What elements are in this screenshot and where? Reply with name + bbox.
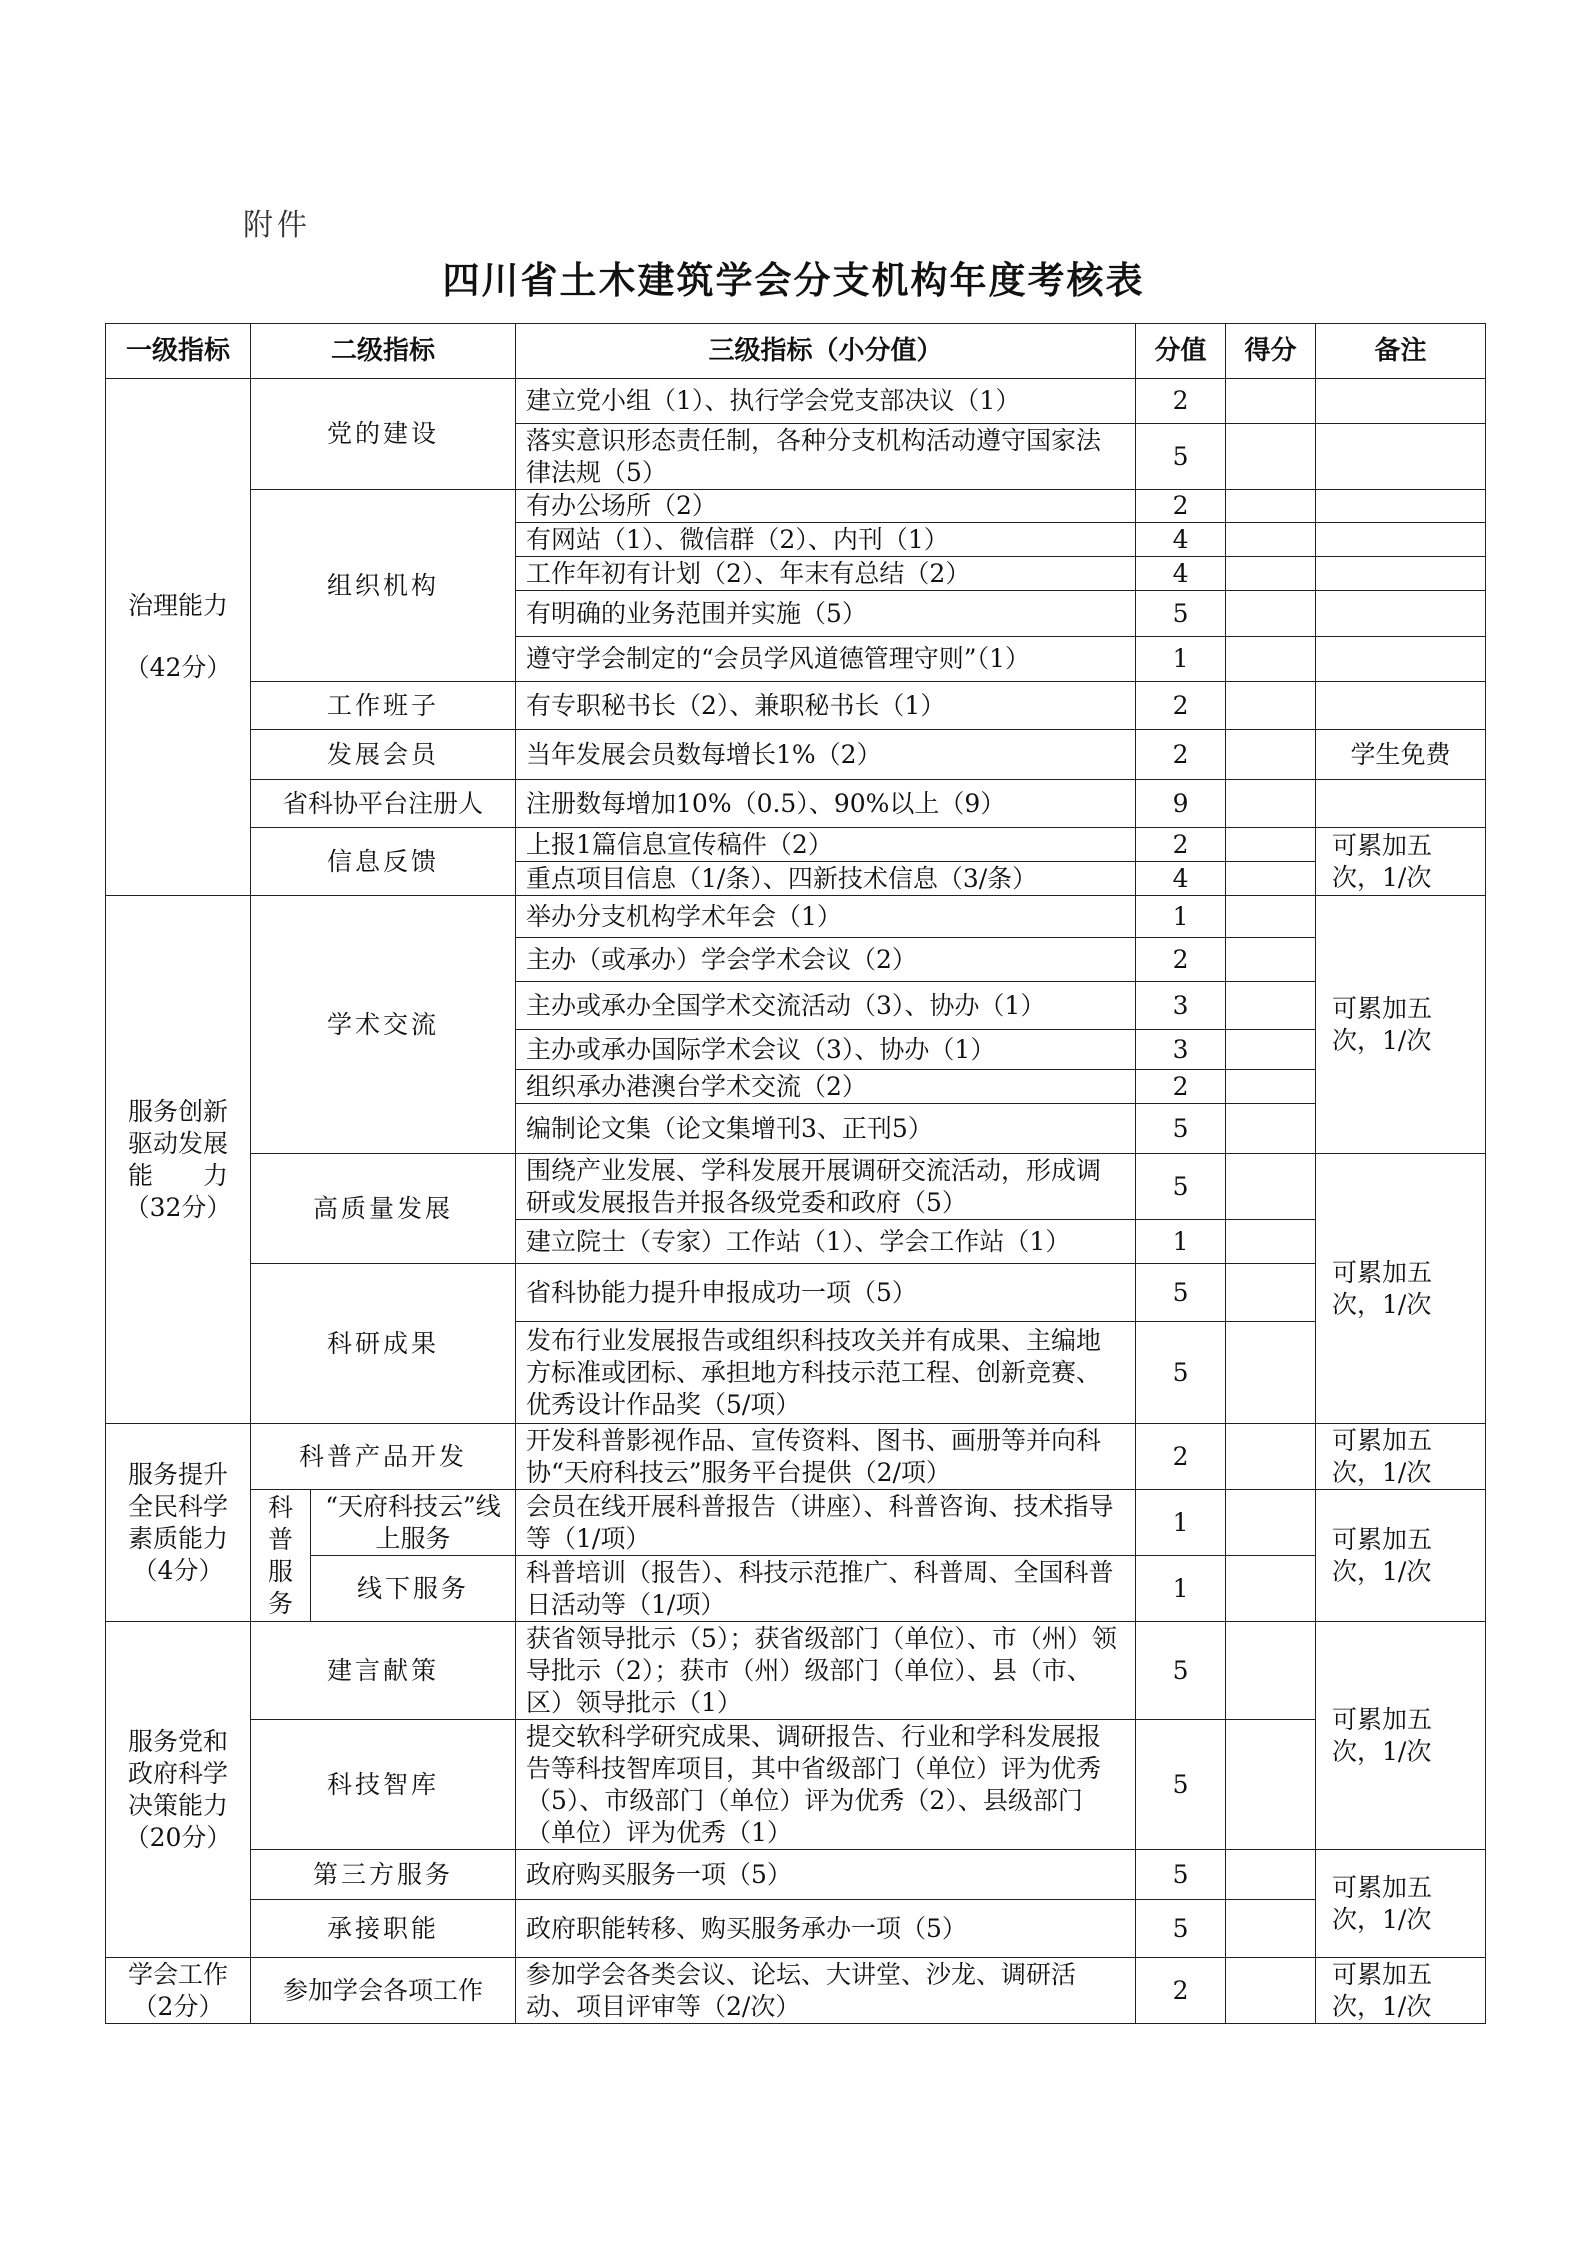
level1-governance (106, 379, 251, 896)
score-value: 5 (1136, 1720, 1226, 1850)
table-row (106, 1850, 1486, 1900)
level1-science: 服务提升全民科学素质能力（4分） (106, 1424, 251, 1622)
remark-cell: 学生免费 (1316, 730, 1486, 780)
remark-cell: 可累加五次，1/次 (1316, 1850, 1486, 1958)
table-row (106, 379, 1486, 424)
level2-participate: 参加学会各项工作 (251, 1958, 516, 2024)
col-header-remark: 备注 (1316, 324, 1486, 379)
table-row (106, 1154, 1486, 1220)
score-value: 5 (1136, 1850, 1226, 1900)
level2-team: 工作班子 (251, 682, 516, 730)
level3-text: 编制论文集（论文集增刊3、正刊5） (516, 1104, 1136, 1154)
remark-cell (1316, 523, 1486, 557)
level3-text: 有办公场所（2） (516, 490, 1136, 523)
score-value: 2 (1136, 730, 1226, 780)
level1-score: （42分） (124, 653, 232, 682)
table-row (106, 1622, 1486, 1720)
level1-policy: 服务党和政府科学决策能力（20分） (106, 1622, 251, 1958)
level2-third-party: 第三方服务 (251, 1850, 516, 1900)
score-value: 2 (1136, 938, 1226, 982)
level1-label: 治理能力 (127, 591, 228, 620)
score-value: 5 (1136, 1104, 1226, 1154)
level3-text: 遵守学会制定的“会员学风道德管理守则”（1） (516, 637, 1136, 682)
level3-text: 主办或承办国际学术会议（3）、协办（1） (516, 1030, 1136, 1070)
popsci-service-vertical-label: 科 普 服 务 (267, 1492, 293, 1618)
table-row (106, 730, 1486, 780)
earned-cell[interactable] (1226, 591, 1316, 637)
earned-cell[interactable] (1226, 1900, 1316, 1958)
earned-cell[interactable] (1226, 1154, 1316, 1220)
score-value: 9 (1136, 780, 1226, 828)
level2-platform: 省科协平台注册人 (251, 780, 516, 828)
score-value: 4 (1136, 862, 1226, 896)
table-row (106, 1958, 1486, 2024)
score-value: 5 (1136, 1154, 1226, 1220)
remark-cell (1316, 682, 1486, 730)
earned-cell[interactable] (1226, 1622, 1316, 1720)
level2-academic: 学术交流 (251, 896, 516, 1154)
earned-cell[interactable] (1226, 780, 1316, 828)
score-value: 5 (1136, 1264, 1226, 1322)
earned-cell[interactable] (1226, 637, 1316, 682)
remark-cell: 可累加五次，1/次 (1316, 1622, 1486, 1850)
score-value: 2 (1136, 1070, 1226, 1104)
level3-text: 当年发展会员数每增长1%（2） (516, 730, 1136, 780)
score-value: 1 (1136, 1220, 1226, 1264)
level3-text: 会员在线开展科普报告（讲座）、科普咨询、技术指导等（1/项） (516, 1490, 1136, 1556)
attachment-label: 附件 (243, 208, 311, 243)
level3-text: 上报1篇信息宣传稿件（2） (516, 828, 1136, 862)
score-value: 3 (1136, 1030, 1226, 1070)
table-row (106, 1264, 1486, 1322)
level2-thinktank: 科技智库 (251, 1720, 516, 1850)
earned-cell[interactable] (1226, 1220, 1316, 1264)
table-row (106, 1490, 1486, 1556)
score-value: 1 (1136, 1556, 1226, 1622)
level2-info: 信息反馈 (251, 828, 516, 896)
remark-cell: 可累加五次，1/次 (1316, 1490, 1486, 1622)
table-row (106, 1720, 1486, 1850)
remark-cell (1316, 424, 1486, 490)
level3-text: 政府购买服务一项（5） (516, 1850, 1136, 1900)
remark-cell: 可累加五次，1/次 (1316, 896, 1486, 1154)
score-value: 5 (1136, 1900, 1226, 1958)
level2-popsci-product: 科普产品开发 (251, 1424, 516, 1490)
earned-cell[interactable] (1226, 1720, 1316, 1850)
level2-tianfu: “天府科技云”线上服务 (311, 1490, 516, 1556)
earned-cell[interactable] (1226, 682, 1316, 730)
level3-text: 注册数每增加10%（0.5）、90%以上（9） (516, 780, 1136, 828)
remark-cell: 可累加五次，1/次 (1316, 1154, 1486, 1424)
level3-text: 工作年初有计划（2）、年末有总结（2） (516, 557, 1136, 591)
level2-party: 党的建设 (251, 379, 516, 490)
level3-text: 获省领导批示（5）；获省级部门（单位）、市（州）领导批示（2）；获市（州）级部门（单位）、县（市、区）领导批示（1） (516, 1622, 1136, 1720)
score-value: 1 (1136, 1490, 1226, 1556)
score-value: 2 (1136, 682, 1226, 730)
remark-cell (1316, 780, 1486, 828)
level3-text: 有明确的业务范围并实施（5） (516, 591, 1136, 637)
table-row (106, 780, 1486, 828)
level3-text: 主办（或承办）学会学术会议（2） (516, 938, 1136, 982)
earned-cell[interactable] (1226, 424, 1316, 490)
earned-cell[interactable] (1226, 1030, 1316, 1070)
level3-text: 有专职秘书长（2）、兼职秘书长（1） (516, 682, 1136, 730)
level3-text: 主办或承办全国学术交流活动（3）、协办（1） (516, 982, 1136, 1030)
level3-text: 重点项目信息（1/条）、四新技术信息（3/条） (516, 862, 1136, 896)
table-row (106, 1900, 1486, 1958)
level3-text: 省科协能力提升申报成功一项（5） (516, 1264, 1136, 1322)
level3-text: 政府职能转移、购买服务承办一项（5） (516, 1900, 1136, 1958)
score-value: 2 (1136, 1958, 1226, 2024)
table-row (106, 682, 1486, 730)
col-header-level2: 二级指标 (251, 324, 516, 379)
level2-quality: 高质量发展 (251, 1154, 516, 1264)
level2-org: 组织机构 (251, 490, 516, 682)
earned-cell[interactable] (1226, 1958, 1316, 2024)
earned-cell[interactable] (1226, 862, 1316, 896)
score-value: 3 (1136, 982, 1226, 1030)
level2-functions: 承接职能 (251, 1900, 516, 1958)
earned-cell[interactable] (1226, 1850, 1316, 1900)
earned-cell[interactable] (1226, 1490, 1316, 1556)
remark-cell (1316, 490, 1486, 523)
level3-text: 参加学会各类会议、论坛、大讲堂、沙龙、调研活动、项目评审等（2/次） (516, 1958, 1136, 2024)
earned-cell[interactable] (1226, 1322, 1316, 1424)
earned-cell[interactable] (1226, 523, 1316, 557)
col-header-earned: 得分 (1226, 324, 1316, 379)
remark-cell (1316, 637, 1486, 682)
earned-cell[interactable] (1226, 1556, 1316, 1622)
level3-text: 组织承办港澳台学术交流（2） (516, 1070, 1136, 1104)
earned-cell[interactable] (1226, 896, 1316, 938)
level2-members: 发展会员 (251, 730, 516, 780)
col-header-score: 分值 (1136, 324, 1226, 379)
remark-cell: 可累加五次，1/次 (1316, 1424, 1486, 1490)
level1-innovation: 服务创新驱动发展能 力（32分） (106, 896, 251, 1424)
score-value: 5 (1136, 591, 1226, 637)
table-row (106, 896, 1486, 938)
col-header-level1: 一级指标 (106, 324, 251, 379)
earned-cell[interactable] (1226, 938, 1316, 982)
earned-cell[interactable] (1226, 1264, 1316, 1322)
page-title: 四川省土木建筑学会分支机构年度考核表 (442, 258, 1145, 302)
score-value: 2 (1136, 1424, 1226, 1490)
score-value: 5 (1136, 1622, 1226, 1720)
earned-cell[interactable] (1226, 379, 1316, 424)
earned-cell[interactable] (1226, 828, 1316, 862)
level3-text: 有网站（1）、微信群（2）、内刊（1） (516, 523, 1136, 557)
level3-text: 建立党小组（1）、执行学会党支部决议（1） (516, 379, 1136, 424)
level2-popsci-service (251, 1490, 311, 1622)
score-value: 4 (1136, 523, 1226, 557)
table-row (106, 1556, 1486, 1622)
score-value: 5 (1136, 1322, 1226, 1424)
level3-text: 建立院士（专家）工作站（1）、学会工作站（1） (516, 1220, 1136, 1264)
remark-cell: 可累加五次，1/次 (1316, 1958, 1486, 2024)
level3-text: 发布行业发展报告或组织科技攻关并有成果、主编地方标准或团标、承担地方科技示范工程、创新竞赛、优秀设计作品奖（5/项） (516, 1322, 1136, 1424)
score-value: 5 (1136, 424, 1226, 490)
table-header-row (106, 324, 1486, 379)
remark-cell: 可累加五次，1/次 (1316, 828, 1486, 896)
level3-text: 举办分支机构学术年会（1） (516, 896, 1136, 938)
level2-advice: 建言献策 (251, 1622, 516, 1720)
level3-text: 开发科普影视作品、宣传资料、图书、画册等并向科协“天府科技云”服务平台提供（2/项） (516, 1424, 1136, 1490)
score-value: 1 (1136, 637, 1226, 682)
table-row (106, 490, 1486, 523)
col-header-level3: 三级指标（小分值） (516, 324, 1136, 379)
score-value: 1 (1136, 896, 1226, 938)
assessment-table (105, 323, 1486, 2024)
level2-offline: 线下服务 (311, 1556, 516, 1622)
remark-cell (1316, 557, 1486, 591)
earned-cell[interactable] (1226, 557, 1316, 591)
table-row (106, 828, 1486, 862)
score-value: 2 (1136, 379, 1226, 424)
remark-cell (1316, 379, 1486, 424)
earned-cell[interactable] (1226, 1104, 1316, 1154)
earned-cell[interactable] (1226, 982, 1316, 1030)
earned-cell[interactable] (1226, 490, 1316, 523)
level1-society-work: 学会工作（2分） (106, 1958, 251, 2024)
table-row (106, 1424, 1486, 1490)
level3-text: 科普培训（报告）、科技示范推广、科普周、全国科普日活动等（1/项） (516, 1556, 1136, 1622)
score-value: 4 (1136, 557, 1226, 591)
level3-text: 围绕产业发展、学科发展开展调研交流活动，形成调研或发展报告并报各级党委和政府（5） (516, 1154, 1136, 1220)
level2-research: 科研成果 (251, 1264, 516, 1424)
earned-cell[interactable] (1226, 1424, 1316, 1490)
score-value: 2 (1136, 490, 1226, 523)
earned-cell[interactable] (1226, 730, 1316, 780)
remark-cell (1316, 591, 1486, 637)
level3-text: 提交软科学研究成果、调研报告、行业和学科发展报告等科技智库项目，其中省级部门（单位）评为优秀（5）、市级部门（单位）评为优秀（2）、县级部门（单位）评为优秀（1） (516, 1720, 1136, 1850)
earned-cell[interactable] (1226, 1070, 1316, 1104)
score-value: 2 (1136, 828, 1226, 862)
level3-text: 落实意识形态责任制，各种分支机构活动遵守国家法律法规（5） (516, 424, 1136, 490)
